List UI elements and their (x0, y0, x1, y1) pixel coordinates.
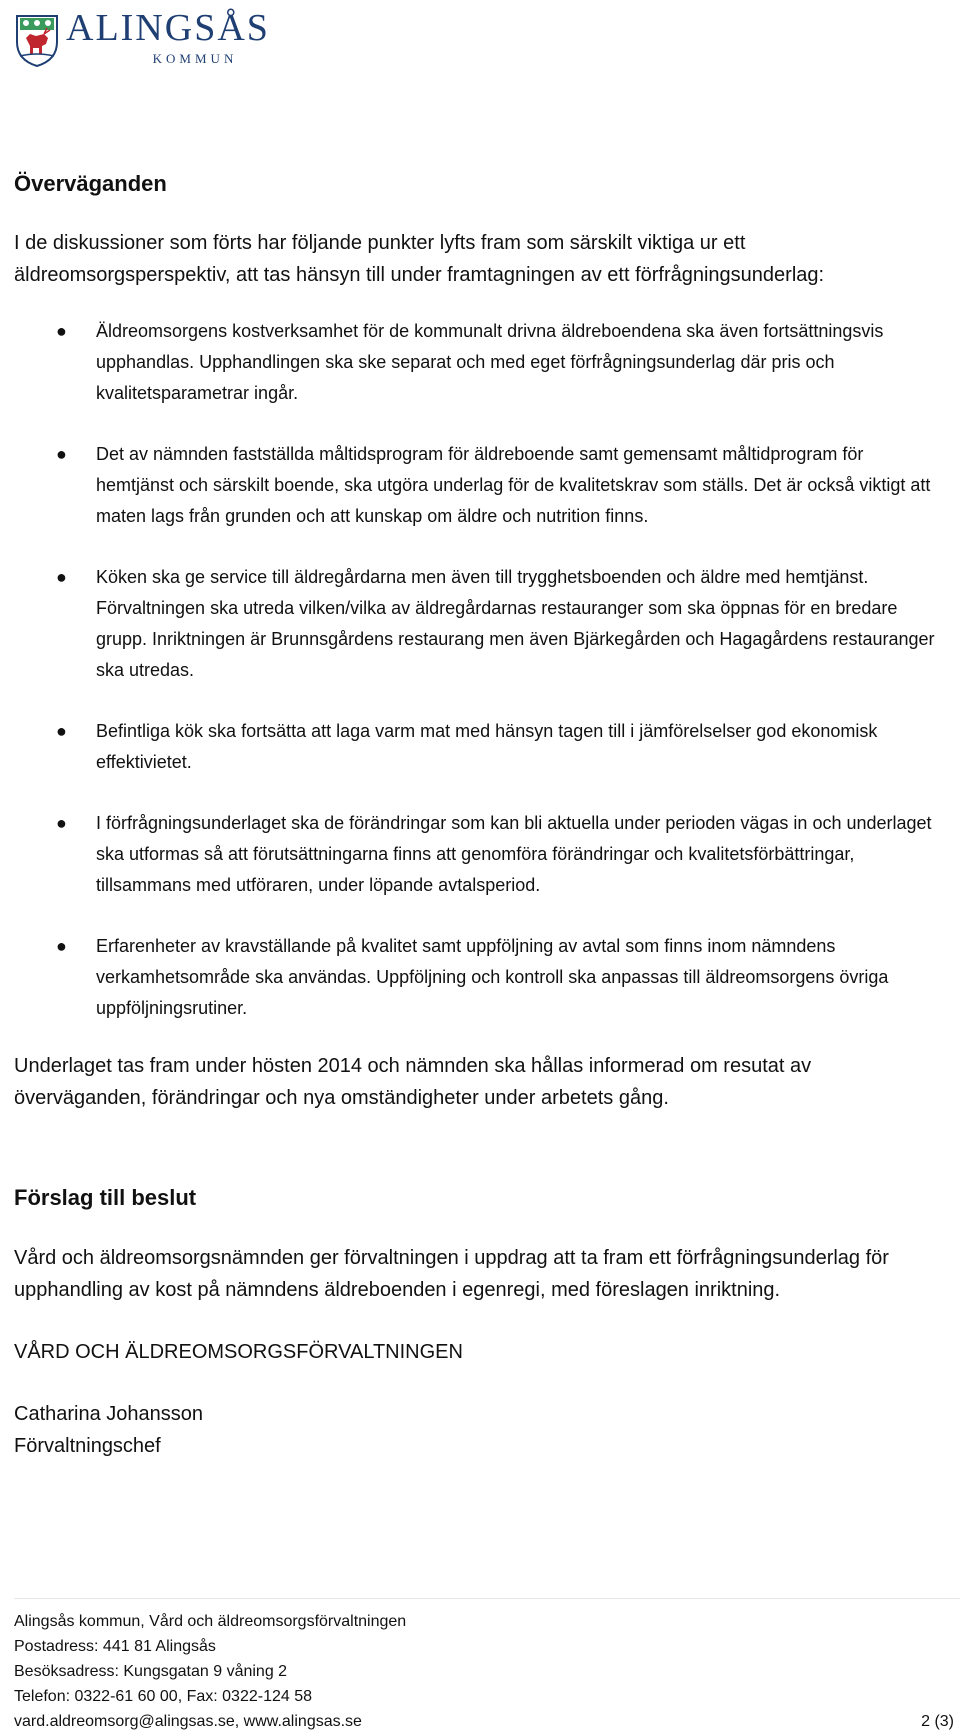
list-item-text: Befintliga kök ska fortsätta att laga varm mat med hänsyn tagen till i jämförelselser god ekonomisk effektivietet. (96, 721, 878, 772)
footer-divider (14, 1598, 960, 1599)
list-item-text: Erfarenheter av kravställande på kvalitet samt uppföljning av avtal som finns inom nämndens verkamhetsområde ska användas. Uppföljning och kontroll ska anpassas till äldreomsorgens övriga uppföljningsrutiner. (96, 936, 889, 1018)
section-title-forslag: Förslag till beslut (14, 1185, 197, 1210)
list-item-text: Äldreomsorgens kostverksamhet för de kommunalt drivna äldreboendena ska även fortsättningsvis upphandlas. Upphandlingen ska ske separat och med eget förfrågningsunderlag där pris och kvalitetsparametrar ingår. (96, 321, 884, 403)
consideration-list (14, 316, 944, 1024)
footer-visit: Besöksadress: Kungsgatan 9 våning 2 (14, 1663, 288, 1680)
footer-phone: Telefon: 0322-61 60 00, Fax: 0322-124 58 (14, 1688, 312, 1705)
bullet-icon: ● (56, 721, 67, 741)
bullet-icon: ● (56, 444, 67, 464)
list-item (14, 562, 944, 686)
footer (14, 1609, 954, 1734)
page-number: 2 (3) (921, 1713, 954, 1730)
list-item (14, 439, 944, 532)
list-item-text: Köken ska ge service till äldregårdarna men även till trygghetsboenden och äldre med hemtjänst. Förvaltningen ska utreda vilken/vilka av äldregårdarnas restauranger som ska öppnas för en bredare grupp. Inriktningen är Brunnsgårdens restaurang men även Bjärkegården och Hagagårdens restauranger ska utredas. (96, 567, 935, 680)
signature-name: Catharina Johansson (14, 1403, 204, 1425)
signature-org: VÅRD OCH ÄLDREOMSORGSFÖRVALTNINGEN (14, 1341, 463, 1363)
logo-name: ALINGSÅS (66, 7, 270, 49)
list-item (14, 931, 944, 1024)
bullet-icon: ● (56, 321, 67, 341)
list-item-text: I förfrågningsunderlaget ska de förändringar som kan bli aktuella under perioden vägas in och underlaget ska utformas så att förutsättningarna finns att genomföra förändringar och kvalitetsförbättringar, tillsammans med utföraren, under löpande avtalsperiod. (96, 813, 932, 895)
logo-sub: KOMMUN (152, 51, 238, 66)
intro-paragraph: I de diskussioner som förts har följande punkter lyfts fram som särskilt viktiga ur ett äldreomsorgsperspektiv, att tas hänsyn till under framtagningen av ett förfrågningsunderlag: (14, 232, 825, 286)
list-item (14, 316, 944, 409)
coat-of-arms-icon (14, 8, 60, 68)
logo-wordmark (66, 6, 324, 67)
proposal-paragraph: Vård och äldreomsorgsnämnden ger förvaltningen i uppdrag att ta fram ett förfrågningsunderlag för upphandling av kost på nämndens äldreboenden i egenregi, med föreslagen inriktning. (14, 1247, 889, 1301)
list-item (14, 808, 944, 901)
list-item (14, 716, 944, 778)
bullet-icon: ● (56, 813, 67, 833)
bullet-icon: ● (56, 936, 67, 956)
footer-contact: vard.aldreomsorg@alingsas.se, www.alingsas.se (14, 1713, 362, 1730)
signature-role: Förvaltningschef (14, 1435, 161, 1457)
document-body (14, 170, 944, 1462)
bullet-icon: ● (56, 567, 67, 587)
closing-paragraph: Underlaget tas fram under hösten 2014 och nämnden ska hållas informerad om resutat av överväganden, förändringar och nya omständigheter under arbetets gång. (14, 1055, 812, 1109)
footer-postal: Postadress: 441 81 Alingsås (14, 1638, 216, 1655)
municipality-logo (14, 6, 314, 72)
list-item-text: Det av nämnden fastställda måltidsprogram för äldreboende samt gemensamt måltidprogram för hemtjänst och särskilt boende, ska utgöra underlag för de kvalitetskrav som ställs. Det är också viktigt att maten lags från grunden och att kunskap om äldre och nutrition finns. (96, 444, 931, 526)
footer-org: Alingsås kommun, Vård och äldreomsorgsförvaltningen (14, 1613, 407, 1630)
section-title-overvaganden: Överväganden (14, 171, 167, 196)
